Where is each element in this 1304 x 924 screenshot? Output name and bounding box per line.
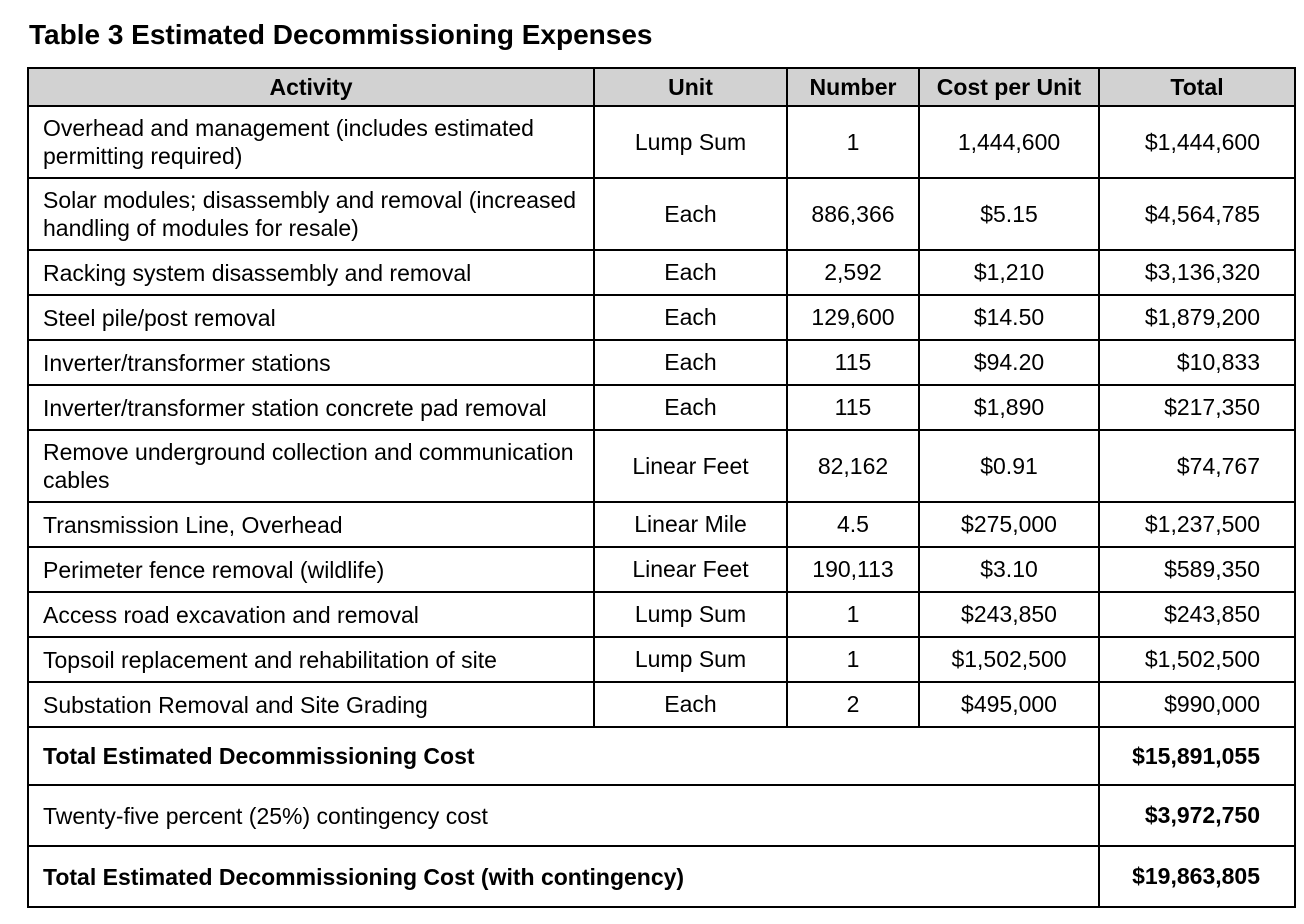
total-cost-value: $15,891,055 bbox=[1099, 727, 1295, 785]
cell-activity: Transmission Line, Overhead bbox=[28, 502, 594, 547]
table-row bbox=[28, 682, 1295, 727]
table-row bbox=[28, 295, 1295, 340]
cell-activity: Topsoil replacement and rehabilitation of site bbox=[28, 637, 594, 682]
total-row bbox=[28, 727, 1295, 785]
cell-total: $1,879,200 bbox=[1099, 295, 1295, 340]
cell-cost-per-unit: $1,210 bbox=[919, 250, 1099, 295]
cell-cost-per-unit: 1,444,600 bbox=[919, 106, 1099, 178]
cell-cost-per-unit: $14.50 bbox=[919, 295, 1099, 340]
cell-total: $1,237,500 bbox=[1099, 502, 1295, 547]
contingency-row bbox=[28, 785, 1295, 846]
cell-activity: Substation Removal and Site Grading bbox=[28, 682, 594, 727]
cell-total: $10,833 bbox=[1099, 340, 1295, 385]
cell-total: $217,350 bbox=[1099, 385, 1295, 430]
cell-unit: Lump Sum bbox=[594, 106, 787, 178]
cell-cost-per-unit: $94.20 bbox=[919, 340, 1099, 385]
cell-unit: Each bbox=[594, 295, 787, 340]
cell-unit: Each bbox=[594, 385, 787, 430]
decommissioning-expenses-table bbox=[27, 67, 1296, 908]
table-row bbox=[28, 385, 1295, 430]
cell-cost-per-unit: $1,502,500 bbox=[919, 637, 1099, 682]
table-row bbox=[28, 502, 1295, 547]
cell-total: $1,444,600 bbox=[1099, 106, 1295, 178]
cell-activity: Inverter/transformer stations bbox=[28, 340, 594, 385]
cell-number: 115 bbox=[787, 340, 919, 385]
table-row bbox=[28, 547, 1295, 592]
table-row bbox=[28, 250, 1295, 295]
table-title: Table 3 Estimated Decommissioning Expenses bbox=[29, 19, 653, 50]
cell-number: 115 bbox=[787, 385, 919, 430]
table-row bbox=[28, 592, 1295, 637]
cell-activity: Inverter/transformer station concrete pad removal bbox=[28, 385, 594, 430]
cell-unit: Each bbox=[594, 682, 787, 727]
cell-number: 4.5 bbox=[787, 502, 919, 547]
cell-activity: Overhead and management (includes estimated permitting required) bbox=[28, 106, 594, 178]
cell-number: 190,113 bbox=[787, 547, 919, 592]
grand-total-value: $19,863,805 bbox=[1099, 846, 1295, 907]
cell-unit: Linear Feet bbox=[594, 430, 787, 502]
table-row bbox=[28, 637, 1295, 682]
cell-total: $4,564,785 bbox=[1099, 178, 1295, 250]
table-row bbox=[28, 430, 1295, 502]
cell-total: $990,000 bbox=[1099, 682, 1295, 727]
table-row bbox=[28, 340, 1295, 385]
cell-cost-per-unit: $495,000 bbox=[919, 682, 1099, 727]
cell-number: 2 bbox=[787, 682, 919, 727]
cell-total: $589,350 bbox=[1099, 547, 1295, 592]
cell-unit: Each bbox=[594, 178, 787, 250]
cell-unit: Linear Feet bbox=[594, 547, 787, 592]
column-header-number: Number bbox=[787, 68, 919, 106]
total-cost-label: Total Estimated Decommissioning Cost bbox=[28, 727, 1099, 785]
cell-number: 1 bbox=[787, 637, 919, 682]
cell-cost-per-unit: $243,850 bbox=[919, 592, 1099, 637]
cell-cost-per-unit: $275,000 bbox=[919, 502, 1099, 547]
cell-number: 2,592 bbox=[787, 250, 919, 295]
cell-number: 1 bbox=[787, 592, 919, 637]
cell-cost-per-unit: $1,890 bbox=[919, 385, 1099, 430]
cell-unit: Lump Sum bbox=[594, 592, 787, 637]
cell-activity: Solar modules; disassembly and removal (increased handling of modules for resale) bbox=[28, 178, 594, 250]
cell-cost-per-unit: $3.10 bbox=[919, 547, 1099, 592]
cell-cost-per-unit: $5.15 bbox=[919, 178, 1099, 250]
cell-unit: Linear Mile bbox=[594, 502, 787, 547]
cell-total: $243,850 bbox=[1099, 592, 1295, 637]
header-row bbox=[28, 68, 1295, 106]
cell-unit: Each bbox=[594, 340, 787, 385]
column-header-total: Total bbox=[1099, 68, 1295, 106]
cell-cost-per-unit: $0.91 bbox=[919, 430, 1099, 502]
cell-activity: Access road excavation and removal bbox=[28, 592, 594, 637]
cell-unit: Each bbox=[594, 250, 787, 295]
cell-activity: Racking system disassembly and removal bbox=[28, 250, 594, 295]
cell-total: $3,136,320 bbox=[1099, 250, 1295, 295]
cell-total: $1,502,500 bbox=[1099, 637, 1295, 682]
cell-number: 886,366 bbox=[787, 178, 919, 250]
cell-activity: Perimeter fence removal (wildlife) bbox=[28, 547, 594, 592]
grand-total-row bbox=[28, 846, 1295, 907]
cell-activity: Steel pile/post removal bbox=[28, 295, 594, 340]
contingency-label: Twenty-five percent (25%) contingency cost bbox=[28, 785, 1099, 846]
column-header-unit: Unit bbox=[594, 68, 787, 106]
cell-unit: Lump Sum bbox=[594, 637, 787, 682]
cell-number: 1 bbox=[787, 106, 919, 178]
contingency-value: $3,972,750 bbox=[1099, 785, 1295, 846]
cell-total: $74,767 bbox=[1099, 430, 1295, 502]
column-header-activity: Activity bbox=[28, 68, 594, 106]
column-header-cost-per-unit: Cost per Unit bbox=[919, 68, 1099, 106]
grand-total-label: Total Estimated Decommissioning Cost (with contingency) bbox=[28, 846, 1099, 907]
table-row bbox=[28, 106, 1295, 178]
cell-number: 129,600 bbox=[787, 295, 919, 340]
table-row bbox=[28, 178, 1295, 250]
cell-number: 82,162 bbox=[787, 430, 919, 502]
cell-activity: Remove underground collection and communication cables bbox=[28, 430, 594, 502]
